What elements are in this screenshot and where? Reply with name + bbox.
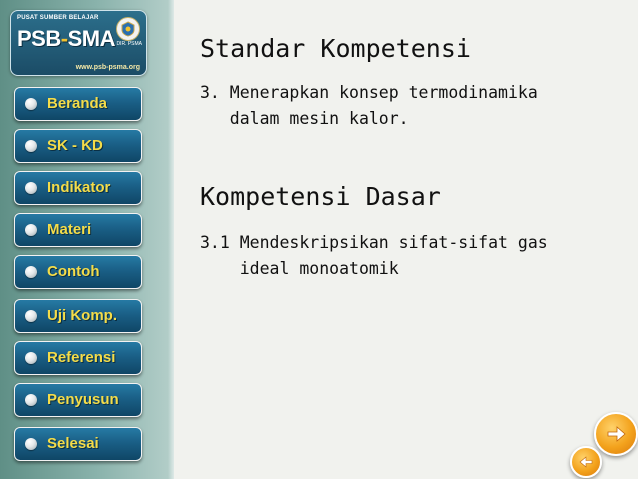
logo-top-text: PUSAT SUMBER BELAJAR	[17, 15, 99, 21]
bullet-icon	[25, 310, 37, 322]
emblem-icon	[116, 17, 140, 41]
logo-url: www.psb-psma.org	[75, 64, 140, 71]
nav-referensi-button[interactable]	[14, 341, 142, 375]
nav-label: Referensi	[47, 349, 116, 366]
logo-brand-left: PSB	[17, 26, 61, 51]
kompetensi-dasar-text	[200, 230, 548, 282]
nav-materi-button[interactable]	[14, 213, 142, 247]
nav-label: Selesai	[47, 435, 99, 452]
nav-contoh-button[interactable]	[14, 255, 142, 289]
bullet-icon	[25, 182, 37, 194]
prev-button[interactable]	[570, 446, 602, 478]
bullet-icon	[25, 224, 37, 236]
bullet-icon	[25, 438, 37, 450]
nav-sk-kd-button[interactable]	[14, 129, 142, 163]
next-button[interactable]	[594, 412, 638, 456]
logo-brand	[17, 26, 115, 52]
psb-sma-logo[interactable]	[10, 10, 147, 76]
kd-line-2: ideal monoatomik	[200, 259, 399, 278]
logo-brand-dash: -	[60, 26, 68, 51]
nav-beranda-button[interactable]	[14, 87, 142, 121]
nav-label: Indikator	[47, 179, 111, 196]
nav-selesai-button[interactable]	[14, 427, 142, 461]
bullet-icon	[25, 98, 37, 110]
bullet-icon	[25, 140, 37, 152]
nav-label: Materi	[47, 221, 92, 238]
nav-uji-komp-button[interactable]	[14, 299, 142, 333]
sidebar	[0, 0, 174, 479]
nav-label: Beranda	[47, 95, 108, 112]
nav-label: SK - KD	[47, 137, 103, 154]
nav-indikator-button[interactable]	[14, 171, 142, 205]
standar-kompetensi-title: Standar Kompetensi	[200, 34, 471, 63]
emblem-label: DIR. PSMA	[116, 41, 142, 47]
standar-kompetensi-text	[200, 80, 538, 132]
bullet-icon	[25, 352, 37, 364]
kd-line-1: 3.1 Mendeskripsikan sifat-sifat gas	[200, 233, 548, 252]
arrow-right-icon	[603, 421, 629, 447]
nav-label: Penyusun	[47, 391, 119, 408]
nav-label: Uji Komp.	[47, 307, 117, 324]
sk-line-1: 3. Menerapkan konsep termodinamika	[200, 83, 538, 102]
arrow-left-icon	[577, 453, 595, 471]
nav-label: Contoh	[47, 263, 100, 280]
bullet-icon	[25, 266, 37, 278]
kompetensi-dasar-title: Kompetensi Dasar	[200, 182, 441, 211]
nav-penyusun-button[interactable]	[14, 383, 142, 417]
sk-line-2: dalam mesin kalor.	[200, 109, 409, 128]
logo-brand-right: SMA	[67, 26, 115, 51]
bullet-icon	[25, 394, 37, 406]
